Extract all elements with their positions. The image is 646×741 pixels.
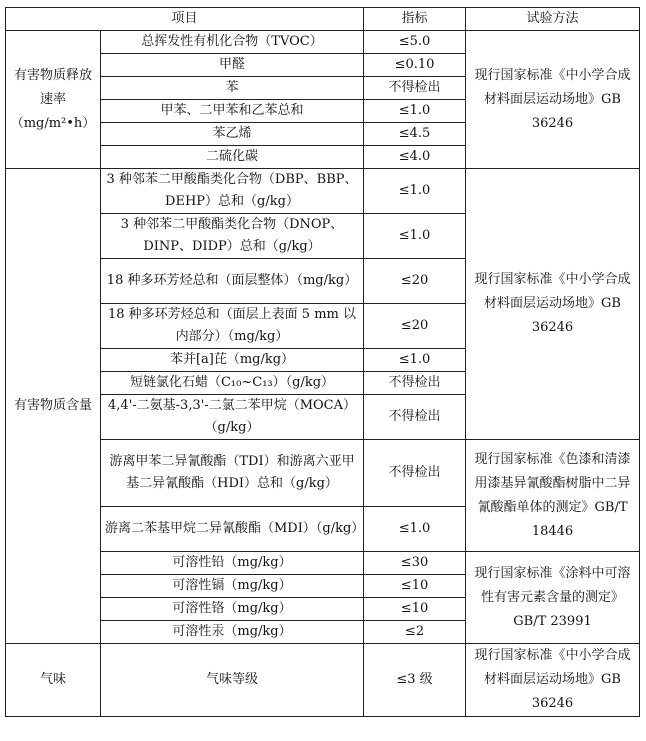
- limit-cell: ≤1.0: [364, 349, 466, 372]
- table-row: [6, 31, 640, 54]
- limit-cell: ≤1.0: [364, 214, 466, 259]
- limit-cell: ≤4.5: [364, 123, 466, 146]
- item-cell: 3 种邻苯二甲酸酯类化合物（DNOP、DINP、DIDP）总和（g/kg）: [101, 214, 364, 259]
- limit-cell: ≤2: [364, 621, 466, 644]
- table-row: [6, 552, 640, 575]
- limit-cell: ≤1.0: [364, 100, 466, 123]
- limit-cell: ≤30: [364, 552, 466, 575]
- item-cell: 甲醛: [101, 54, 364, 77]
- method-cell: 现行国家标准《中小学合成材料面层运动场地》GB 36246: [466, 31, 640, 169]
- header-method: 试验方法: [466, 8, 640, 31]
- item-cell: 18 种多环芳烃总和（面层整体）（mg/kg）: [101, 259, 364, 304]
- limit-cell: ≤20: [364, 259, 466, 304]
- limit-cell: ≤10: [364, 598, 466, 621]
- method-cell: 现行国家标准《涂料中可溶性有害元素含量的测定》GB/T 23991: [466, 552, 640, 644]
- item-cell: 可溶性镉（mg/kg）: [101, 575, 364, 598]
- limit-cell: 不得检出: [364, 440, 466, 507]
- limit-cell: ≤0.10: [364, 54, 466, 77]
- specification-table: [5, 7, 640, 717]
- method-cell: 现行国家标准《中小学合成材料面层运动场地》GB 36246: [466, 644, 640, 717]
- limit-cell: 不得检出: [364, 77, 466, 100]
- limit-cell: ≤5.0: [364, 31, 466, 54]
- table-row: [6, 644, 640, 717]
- limit-cell: ≤3 级: [364, 644, 466, 717]
- item-cell: 可溶性铬（mg/kg）: [101, 598, 364, 621]
- item-cell: 苯: [101, 77, 364, 100]
- method-cell: 现行国家标准《中小学合成材料面层运动场地》GB 36246: [466, 169, 640, 440]
- category-odor: 气味: [6, 644, 101, 717]
- item-cell: 可溶性汞（mg/kg）: [101, 621, 364, 644]
- item-cell: 气味等级: [101, 644, 364, 717]
- item-cell: 总挥发性有机化合物（TVOC）: [101, 31, 364, 54]
- item-cell: 苯乙烯: [101, 123, 364, 146]
- table-row: [6, 169, 640, 214]
- item-cell: 短链氯化石蜡（C₁₀~C₁₃）（g/kg）: [101, 372, 364, 395]
- item-cell: 3 种邻苯二甲酸酯类化合物（DBP、BBP、DEHP）总和（g/kg）: [101, 169, 364, 214]
- limit-cell: ≤4.0: [364, 146, 466, 169]
- limit-cell: ≤1.0: [364, 169, 466, 214]
- header-limit: 指标: [364, 8, 466, 31]
- category-content: 有害物质含量: [6, 169, 101, 644]
- header-item: 项目: [6, 8, 364, 31]
- limit-cell: ≤1.0: [364, 507, 466, 552]
- item-cell: 苯并[a]芘（mg/kg）: [101, 349, 364, 372]
- item-cell: 18 种多环芳烃总和（面层上表面 5 mm 以内部分）（mg/kg）: [101, 304, 364, 349]
- limit-cell: ≤10: [364, 575, 466, 598]
- item-cell: 甲苯、二甲苯和乙苯总和: [101, 100, 364, 123]
- item-cell: 游离二苯基甲烷二异氰酸酯（MDI）（g/kg）: [101, 507, 364, 552]
- item-cell: 游离甲苯二异氰酸酯（TDI）和游离六亚甲基二异氰酸酯（HDI）总和（g/kg）: [101, 440, 364, 507]
- limit-cell: 不得检出: [364, 372, 466, 395]
- limit-cell: 不得检出: [364, 395, 466, 440]
- limit-cell: ≤20: [364, 304, 466, 349]
- category-release-rate: 有害物质释放速率（mg/m²•h）: [6, 31, 101, 169]
- item-cell: 二硫化碳: [101, 146, 364, 169]
- item-cell: 4,4'-二氨基-3,3'-二氯二苯甲烷（MOCA）（g/kg）: [101, 395, 364, 440]
- table-header-row: [6, 8, 640, 31]
- table-row: [6, 440, 640, 507]
- item-cell: 可溶性铅（mg/kg）: [101, 552, 364, 575]
- method-cell: 现行国家标准《色漆和清漆用漆基异氰酸酯树脂中二异氰酸酯单体的测定》GB/T 18446: [466, 440, 640, 552]
